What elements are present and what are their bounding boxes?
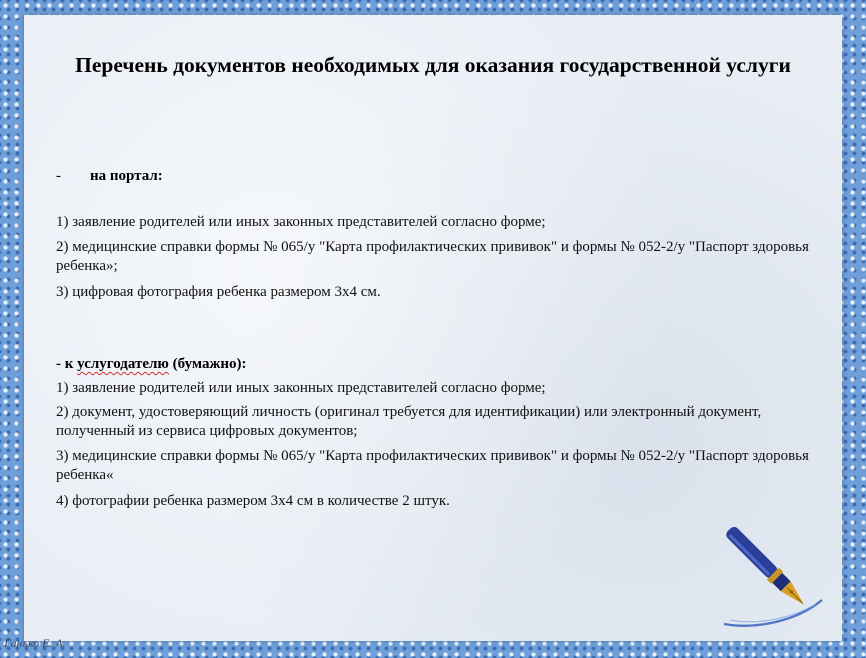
- provider-item-3: 3) медицинские справки формы № 065/у "Карта профилактических прививок" и формы № 052-2/у "Паспорт здоровья ребенка«: [56, 448, 809, 483]
- portal-item-2: 2) медицинские справки формы № 065/у "Карта профилактических прививок" и формы № 052-2/у "Паспорт здоровья ребенка»;: [56, 239, 809, 274]
- portal-dash: -: [56, 168, 61, 184]
- provider-item-1: 1) заявление родителей или иных законных представителей согласно форме;: [56, 380, 546, 396]
- portal-heading: [56, 166, 163, 186]
- portal-item-3: 3) цифровая фотография ребенка размером 3х4 см.: [56, 284, 381, 300]
- author-signature: Ганько Е. А.: [4, 636, 66, 650]
- provider-item-2: 2) документ, удостоверяющий личность (оригинал требуется для идентификации) или электронный документ, полученный из сервиса цифровых документов;: [56, 404, 762, 439]
- provider-heading-prefix: к: [64, 356, 78, 372]
- provider-item-4: 4) фотографии ребенка размером 3х4 см в количестве 2 штук.: [56, 493, 450, 509]
- provider-heading-suffix: (бумажно):: [168, 356, 247, 372]
- page-title: Перечень документов необходимых для оказания государственной услуги: [75, 53, 791, 77]
- portal-item-1: 1) заявление родителей или иных законных представителей согласно форме;: [56, 214, 546, 230]
- provider-heading-word: услугодателю: [77, 356, 169, 372]
- fountain-pen-icon: [718, 520, 828, 630]
- portal-heading-label: на портал:: [90, 168, 163, 184]
- provider-heading: [56, 354, 247, 374]
- provider-dash: -: [56, 356, 65, 372]
